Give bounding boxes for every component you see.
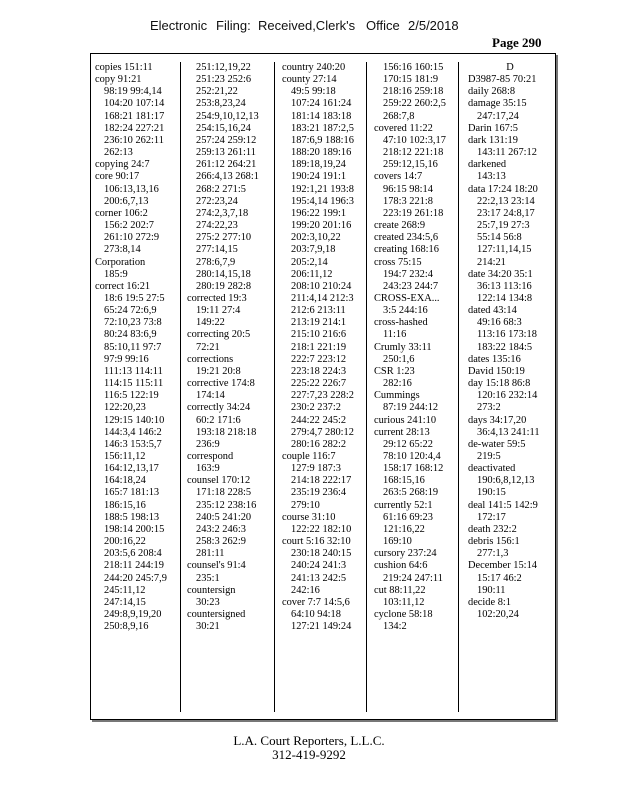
index-entry-locator: 190:6,8,12,13 bbox=[477, 475, 535, 487]
index-entry-locator: 23:17 24:8,17 bbox=[477, 207, 535, 219]
index-entry-locator: 127:11,14,15 bbox=[477, 244, 532, 256]
index-entry-locator: 171:18 228:5 bbox=[196, 487, 252, 499]
index-entry-term: cross 75:15 bbox=[374, 256, 422, 268]
index-entry-locator: 156:11,12 bbox=[104, 451, 146, 462]
filing-word-filing: Filing: bbox=[216, 18, 251, 33]
index-entry-locator: 280:14,15,18 bbox=[196, 268, 251, 280]
index-entry-locator: 183:22 184:5 bbox=[477, 341, 533, 353]
index-entry-locator: 169:10 bbox=[383, 536, 412, 548]
index-entry-locator: 19:11 27:4 bbox=[196, 305, 241, 317]
index-entry-locator: 22:2,13 23:14 bbox=[477, 195, 535, 207]
index-entry-locator: 242:16 bbox=[291, 584, 320, 596]
index-entry-locator: 222:7 223:12 bbox=[291, 353, 347, 365]
index-entry-locator: 206:11,12 bbox=[291, 268, 333, 280]
index-entry-locator: 203:5,6 208:4 bbox=[104, 548, 162, 560]
index-entry-term: cyclone 58:18 bbox=[374, 609, 433, 621]
index-entry-locator: 244:22 245:2 bbox=[291, 414, 347, 426]
index-entry-locator: 281:11 bbox=[196, 548, 225, 560]
index-entry-locator: 120:16 232:14 bbox=[477, 390, 538, 402]
index-entry-locator: 263:5 268:19 bbox=[383, 487, 439, 499]
index-entry-locator: 36:4,13 241:11 bbox=[477, 426, 540, 438]
index-entry-term: days 34:17,20 bbox=[468, 414, 527, 426]
index-entry-term: correcting 20:5 bbox=[187, 329, 251, 341]
index-entry-locator: 223:19 261:18 bbox=[383, 207, 444, 219]
index-entry-locator: 252:21,22 bbox=[196, 86, 238, 98]
index-entry-locator: 72:10,23 73:8 bbox=[104, 317, 162, 329]
index-entry-term: counsel 170:12 bbox=[187, 475, 251, 487]
filing-word-office: Office bbox=[366, 18, 400, 33]
index-entry-locator: 254:9,10,12,13 bbox=[196, 110, 259, 122]
index-entry-term: Crumly 33:11 bbox=[374, 341, 432, 353]
index-entry-locator: 85:10,11 97:7 bbox=[104, 341, 162, 353]
index-entry-locator: 196:22 199:1 bbox=[291, 207, 347, 219]
index-entry-locator: 185:9 bbox=[104, 268, 128, 280]
index-entry-term: debris 156:1 bbox=[468, 536, 520, 548]
index-entry-locator: 165:7 181:13 bbox=[104, 487, 160, 499]
index-entry-term: David 150:19 bbox=[468, 365, 525, 377]
index-entry-term: damage 35:15 bbox=[468, 98, 527, 110]
index-entry-term: copies 151:11 bbox=[95, 62, 153, 73]
index-entry-locator: 279:10 bbox=[291, 499, 320, 511]
index-column-3 bbox=[282, 62, 367, 712]
index-entry-locator: 212:6 213:11 bbox=[291, 305, 346, 317]
index-entry-locator: 183:21 187:2,5 bbox=[291, 122, 354, 134]
index-entry-locator: 103:11,12 bbox=[383, 596, 425, 608]
index-entry-locator: 277:1,3 bbox=[477, 548, 509, 560]
index-entry-term: curious 241:10 bbox=[374, 414, 437, 426]
index-entry-locator: 30:21 bbox=[196, 621, 220, 633]
index-entry-locator: 15:17 46:2 bbox=[477, 572, 522, 584]
index-entry-locator: 261:10 272:9 bbox=[104, 232, 160, 244]
index-entry-locator: 187:6,9 188:16 bbox=[291, 134, 354, 146]
index-entry-locator: 149:22 bbox=[196, 317, 225, 329]
index-entry-locator: 60:2 171:6 bbox=[196, 414, 241, 426]
index-entry-term: copy 91:21 bbox=[95, 74, 142, 86]
index-entry-locator: 243:23 244:7 bbox=[383, 280, 439, 292]
index-entry-locator: 219:24 247:11 bbox=[383, 572, 443, 584]
index-entry-locator: 272:23,24 bbox=[196, 195, 238, 207]
index-entry-locator: 192:1,21 193:8 bbox=[291, 183, 354, 195]
index-entry-term: course 31:10 bbox=[282, 511, 336, 523]
index-entry-term: county 27:14 bbox=[282, 74, 337, 86]
index-entry-locator: 80:24 83:6,9 bbox=[104, 329, 157, 341]
index-entry-locator: 193:18 218:18 bbox=[196, 426, 257, 438]
index-entry-locator: 198:14 200:15 bbox=[104, 523, 165, 535]
index-entry-term: cut 88:11,22 bbox=[374, 584, 426, 596]
index-entry-locator: 127:9 187:3 bbox=[291, 463, 341, 475]
index-entry-term: death 232:2 bbox=[468, 523, 517, 535]
index-entry-locator: 273:8,14 bbox=[104, 244, 141, 256]
index-entry-locator: 121:16,22 bbox=[383, 523, 425, 535]
index-entry-locator: 96:15 98:14 bbox=[383, 183, 433, 195]
index-entry-term: data 17:24 18:20 bbox=[468, 183, 538, 195]
index-entry-term: cover 7:7 14:5,6 bbox=[282, 596, 350, 608]
index-entry-locator: 258:3 262:9 bbox=[196, 536, 246, 548]
index-entry-locator: 250:1,6 bbox=[383, 353, 415, 365]
index-entry-locator: 102:20,24 bbox=[477, 609, 519, 621]
index-entry-locator: 205:2,14 bbox=[291, 256, 328, 268]
index-entry-term: correctly 34:24 bbox=[187, 402, 251, 414]
footer-phone: 312-419-9292 bbox=[272, 747, 346, 762]
index-entry-locator: 218:12 221:18 bbox=[383, 147, 444, 159]
index-column-5 bbox=[468, 62, 552, 712]
index-entry-locator: 168:21 181:17 bbox=[104, 110, 165, 122]
index-entry-locator: 168:15,16 bbox=[383, 475, 425, 487]
index-entry-term: daily 268:8 bbox=[468, 86, 516, 98]
index-entry-term: Cummings bbox=[374, 390, 420, 402]
index-entry-locator: 19:21 20:8 bbox=[196, 365, 241, 377]
index-entry-term: covers 14:7 bbox=[374, 171, 423, 183]
index-entry-term: create 268:9 bbox=[374, 220, 426, 232]
filing-word-electronic: Electronic bbox=[150, 18, 208, 33]
index-entry-locator: 240:5 241:20 bbox=[196, 511, 252, 523]
index-entry-term: counsel's 91:4 bbox=[187, 560, 246, 572]
index-entry-term: correct 16:21 bbox=[95, 280, 151, 292]
index-entry-locator: 214:21 bbox=[477, 256, 506, 268]
index-entry-term: cross-hashed bbox=[374, 317, 428, 329]
index-entry-term: decide 8:1 bbox=[468, 596, 511, 608]
index-entry-locator: 235:12 238:16 bbox=[196, 499, 257, 511]
index-entry-locator: 49:16 68:3 bbox=[477, 317, 522, 329]
index-entry-locator: 225:22 226:7 bbox=[291, 378, 347, 390]
index-entry-locator: 215:10 216:6 bbox=[291, 329, 347, 341]
index-entry-locator: 170:15 181:9 bbox=[383, 74, 439, 86]
index-entry-locator: 268:2 271:5 bbox=[196, 183, 246, 195]
index-entry-locator: 178:3 221:8 bbox=[383, 195, 433, 207]
index-entry-locator: 55:14 56:8 bbox=[477, 232, 522, 244]
index-entry-term: day 15:18 86:8 bbox=[468, 378, 531, 390]
index-entry-locator: 114:15 115:11 bbox=[104, 378, 164, 390]
index-entry-term: country 240:20 bbox=[282, 62, 346, 73]
index-entry-locator: 247:17,24 bbox=[477, 110, 519, 122]
index-entry-locator: 268:7,8 bbox=[383, 110, 415, 122]
index-entry-locator: 174:14 bbox=[196, 390, 225, 402]
index-entry-term: deactivated bbox=[468, 463, 516, 475]
index-entry-locator: 190:15 bbox=[477, 487, 506, 499]
index-entry-term: current 28:13 bbox=[374, 426, 430, 438]
index-entry-locator: 259:22 260:2,5 bbox=[383, 98, 446, 110]
index-column-4 bbox=[374, 62, 459, 712]
index-entry-term: correspond bbox=[187, 451, 234, 462]
index-entry-locator: 98:19 99:4,14 bbox=[104, 86, 162, 98]
index-entry-locator: 65:24 72:6,9 bbox=[104, 305, 157, 317]
index-entry-term: corrective 174:8 bbox=[187, 378, 255, 390]
index-entry-term: countersign bbox=[187, 584, 236, 596]
index-entry-locator: 61:16 69:23 bbox=[383, 511, 433, 523]
index-entry-locator: 227:7,23 228:2 bbox=[291, 390, 354, 402]
index-entry-locator: 195:4,14 196:3 bbox=[291, 195, 354, 207]
index-entry-locator: 218:16 259:18 bbox=[383, 86, 444, 98]
index-entry-locator: 47:10 102:3,17 bbox=[383, 134, 446, 146]
index-entry-locator: 223:18 224:3 bbox=[291, 365, 347, 377]
index-entry-term: Corporation bbox=[95, 256, 146, 268]
index-entry-locator: 156:16 160:15 bbox=[383, 62, 444, 73]
index-entry-locator: 186:15,16 bbox=[104, 499, 146, 511]
index-entry-locator: 25:7,19 27:3 bbox=[477, 220, 530, 232]
index-entry-locator: 208:10 210:24 bbox=[291, 280, 352, 292]
index-entry-locator: 235:1 bbox=[196, 572, 220, 584]
index-entry-term: created 234:5,6 bbox=[374, 232, 439, 244]
index-entry-locator: 280:16 282:2 bbox=[291, 438, 347, 450]
index-entry-locator: 18:6 19:5 27:5 bbox=[104, 292, 165, 304]
index-entry-locator: 107:24 161:24 bbox=[291, 98, 352, 110]
index-entry-locator: 122:14 134:8 bbox=[477, 292, 533, 304]
index-entry-locator: 97:9 99:16 bbox=[104, 353, 149, 365]
index-entry-locator: 144:3,4 146:2 bbox=[104, 426, 162, 438]
index-entry-locator: 64:10 94:18 bbox=[291, 609, 341, 621]
index-entry-locator: 189:18,19,24 bbox=[291, 159, 346, 171]
index-entry-term: court 5:16 32:10 bbox=[282, 536, 351, 548]
index-entry-locator: 275:2 277:10 bbox=[196, 232, 252, 244]
index-entry-term: corrected 19:3 bbox=[187, 292, 247, 304]
filing-date: 2/5/2018 bbox=[408, 18, 459, 33]
index-entry-locator: 190:11 bbox=[477, 584, 506, 596]
index-entry-locator: 182:24 227:21 bbox=[104, 122, 165, 134]
index-column-1 bbox=[95, 62, 181, 712]
index-entry-locator: 11:16 bbox=[383, 329, 407, 341]
index-entry-term: de-water 59:5 bbox=[468, 438, 526, 450]
index-entry-locator: 156:2 202:7 bbox=[104, 220, 154, 232]
index-entry-term: currently 52:1 bbox=[374, 499, 433, 511]
index-entry-locator: 236:9 bbox=[196, 438, 220, 450]
index-entry-locator: 213:19 214:1 bbox=[291, 317, 347, 329]
index-letter-heading: D bbox=[506, 62, 514, 73]
index-entry-locator: 266:4,13 268:1 bbox=[196, 171, 259, 183]
index-entry-locator: 116:5 122:19 bbox=[104, 390, 159, 402]
index-entry-locator: 87:19 244:12 bbox=[383, 402, 439, 414]
index-entry-term: cursory 237:24 bbox=[374, 548, 437, 560]
index-entry-locator: 164:18,24 bbox=[104, 475, 146, 487]
index-entry-locator: 3:5 244:16 bbox=[383, 305, 428, 317]
index-entry-term: CSR 1:23 bbox=[374, 365, 415, 377]
index-entry-term: date 34:20 35:1 bbox=[468, 268, 533, 280]
index-entry-locator: 134:2 bbox=[383, 621, 407, 633]
index-entry-locator: 211:4,14 212:3 bbox=[291, 292, 354, 304]
index-entry-locator: 253:8,23,24 bbox=[196, 98, 246, 110]
index-entry-term: corrections bbox=[187, 353, 234, 365]
index-entry-locator: 113:16 173:18 bbox=[477, 329, 537, 341]
index-entry-locator: 199:20 201:16 bbox=[291, 220, 352, 232]
index-entry-locator: 244:20 245:7,9 bbox=[104, 572, 167, 584]
index-entry-locator: 218:11 244:19 bbox=[104, 560, 164, 572]
index-entry-locator: 78:10 120:4,4 bbox=[383, 451, 441, 462]
index-entry-locator: 158:17 168:12 bbox=[383, 463, 444, 475]
index-entry-locator: 127:21 149:24 bbox=[291, 621, 352, 633]
index-entry-locator: 240:24 241:3 bbox=[291, 560, 347, 572]
index-entry-locator: 250:8,9,16 bbox=[104, 621, 149, 633]
index-entry-locator: 274:2,3,7,18 bbox=[196, 207, 249, 219]
index-entry-term: countersigned bbox=[187, 609, 246, 621]
index-entry-term: dark 131:19 bbox=[468, 134, 518, 146]
index-entry-locator: 230:2 237:2 bbox=[291, 402, 341, 414]
index-entry-term: cushion 64:6 bbox=[374, 560, 428, 572]
index-entry-term: December 15:14 bbox=[468, 560, 537, 572]
index-entry-locator: 278:6,7,9 bbox=[196, 256, 236, 268]
index-entry-locator: 122:22 182:10 bbox=[291, 523, 352, 535]
index-entry-locator: 254:15,16,24 bbox=[196, 122, 251, 134]
index-entry-locator: 129:15 140:10 bbox=[104, 414, 165, 426]
index-entry-locator: 30:23 bbox=[196, 596, 220, 608]
index-entry-locator: 106:13,13,16 bbox=[104, 183, 159, 195]
index-entry-locator: 273:2 bbox=[477, 402, 501, 414]
index-entry-locator: 188:20 189:16 bbox=[291, 147, 352, 159]
index-entry-locator: 122:20,23 bbox=[104, 402, 146, 414]
index-entry-locator: 104:20 107:14 bbox=[104, 98, 165, 110]
index-entry-locator: 194:7 232:4 bbox=[383, 268, 433, 280]
index-entry-locator: 251:12,19,22 bbox=[196, 62, 251, 73]
index-entry-locator: 29:12 65:22 bbox=[383, 438, 433, 450]
index-entry-locator: 203:7,9,18 bbox=[291, 244, 336, 256]
index-entry-locator: 143:13 bbox=[477, 171, 506, 183]
index-entry-locator: 111:13 114:11 bbox=[104, 365, 163, 377]
index-entry-locator: 72:21 bbox=[196, 341, 220, 353]
index-entry-locator: 219:5 bbox=[477, 451, 501, 462]
index-entry-locator: 190:24 191:1 bbox=[291, 171, 347, 183]
index-entry-locator: 49:5 99:18 bbox=[291, 86, 336, 98]
index-entry-locator: 36:13 113:16 bbox=[477, 280, 532, 292]
index-entry-term: Darin 167:5 bbox=[468, 122, 518, 134]
filing-word-received: Received,Clerk's bbox=[258, 18, 356, 33]
index-entry-locator: 241:13 242:5 bbox=[291, 572, 347, 584]
index-entry-term: copying 24:7 bbox=[95, 159, 150, 171]
index-entry-locator: 164:12,13,17 bbox=[104, 463, 159, 475]
index-entry-term: creating 168:16 bbox=[374, 244, 439, 256]
index-column-2 bbox=[187, 62, 275, 712]
index-entry-locator: 236:10 262:11 bbox=[104, 134, 164, 146]
index-entry-locator: 259:13 261:11 bbox=[196, 147, 256, 159]
index-entry-locator: 181:14 183:18 bbox=[291, 110, 352, 122]
index-entry-term: core 90:17 bbox=[95, 171, 140, 183]
index-entry-locator: 235:19 236:4 bbox=[291, 487, 347, 499]
index-entry-locator: 274:22,23 bbox=[196, 220, 238, 232]
index-entry-locator: 282:16 bbox=[383, 378, 412, 390]
index-entry-locator: 279:4,7 280:12 bbox=[291, 426, 354, 438]
index-entry-locator: 172:17 bbox=[477, 511, 506, 523]
index-entry-locator: 280:19 282:8 bbox=[196, 280, 252, 292]
index-entry-locator: 230:18 240:15 bbox=[291, 548, 352, 560]
page-number: Page 290 bbox=[492, 35, 542, 50]
index-entry-locator: 261:12 264:21 bbox=[196, 159, 257, 171]
index-entry-locator: 262:13 bbox=[104, 147, 133, 159]
index-entry-locator: 218:1 221:19 bbox=[291, 341, 347, 353]
index-entry-term: dates 135:16 bbox=[468, 353, 521, 365]
index-entry-locator: 188:5 198:13 bbox=[104, 511, 160, 523]
index-entry-locator: 245:11,12 bbox=[104, 584, 146, 596]
index-entry-locator: 259:12,15,16 bbox=[383, 159, 438, 171]
index-entry-term: deal 141:5 142:9 bbox=[468, 499, 538, 511]
index-entry-term: dated 43:14 bbox=[468, 305, 517, 317]
index-entry-term: CROSS-EXA... bbox=[374, 292, 440, 304]
index-entry-locator: 163:9 bbox=[196, 463, 220, 475]
index-entry-locator: 200:6,7,13 bbox=[104, 195, 149, 207]
index-entry-locator: 200:16,22 bbox=[104, 536, 146, 548]
index-entry-locator: 143:11 267:12 bbox=[477, 147, 537, 159]
index-entry-locator: 146:3 153:5,7 bbox=[104, 438, 162, 450]
index-entry-locator: 243:2 246:3 bbox=[196, 523, 246, 535]
index-entry-locator: 249:8,9,19,20 bbox=[104, 609, 162, 621]
index-entry-locator: 277:14,15 bbox=[196, 244, 238, 256]
index-entry-locator: 257:24 259:12 bbox=[196, 134, 257, 146]
index-entry-term: couple 116:7 bbox=[282, 451, 336, 462]
index-entry-locator: 247:14,15 bbox=[104, 596, 146, 608]
index-entry-locator: 214:18 222:17 bbox=[291, 475, 352, 487]
index-entry-locator: 202:3,10,22 bbox=[291, 232, 341, 244]
index-entry-term: covered 11:22 bbox=[374, 122, 433, 134]
footer-firm: L.A. Court Reporters, L.L.C. bbox=[233, 733, 385, 748]
index-entry-term: corner 106:2 bbox=[95, 207, 148, 219]
index-entry-locator: 251:23 252:6 bbox=[196, 74, 252, 86]
index-entry-term: darkened bbox=[468, 159, 507, 171]
index-entry-term: D3987-85 70:21 bbox=[468, 74, 537, 86]
